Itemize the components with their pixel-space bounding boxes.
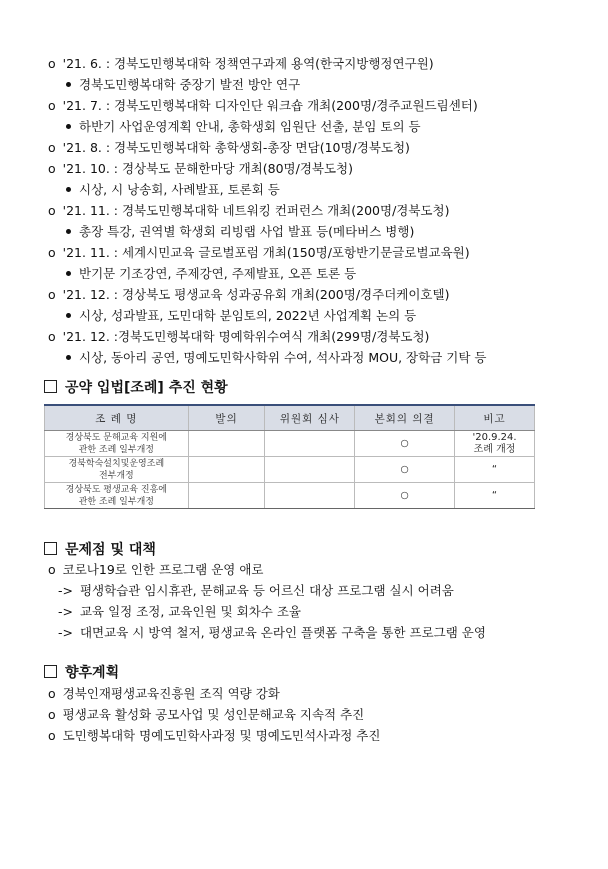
- event-detail: [66, 350, 486, 366]
- plenary-cell: ○: [355, 457, 455, 483]
- bullet-icon: [66, 187, 71, 192]
- list-marker: o: [48, 707, 56, 722]
- section-title: 향후계획: [65, 665, 120, 681]
- event-detail-text: 총장 특강, 권역별 학생회 리빙랩 사업 발표 등(메타버스 병행): [79, 224, 415, 239]
- ordinance-name-line: 전부개정: [98, 470, 134, 481]
- table-row: [45, 457, 535, 483]
- event-detail-text: 하반기 사업운영계획 안내, 총학생회 임원단 선출, 분임 토의 등: [79, 119, 421, 134]
- event-item: [48, 287, 449, 303]
- event-item: [48, 140, 410, 156]
- problem-item-text: 평생학습관 임시휴관, 문해교육 등 어르신 대상 프로그램 실시 어려움: [79, 583, 454, 598]
- event-text: '21. 8. : 경북도민행복대학 총학생회-총장 면담(10명/경북도청): [62, 140, 410, 155]
- problem-item: [58, 604, 301, 620]
- list-marker: o: [48, 161, 56, 176]
- checkbox-square-icon: [44, 380, 57, 393]
- event-text: '21. 10. : 경상북도 문해한마당 개최(80명/경북도청): [62, 161, 354, 176]
- bullet-icon: [66, 229, 71, 234]
- event-detail: [66, 224, 414, 240]
- plan-item: [48, 707, 364, 723]
- event-detail: [66, 182, 280, 198]
- section-title: 문제점 및 대책: [65, 542, 156, 558]
- note-cell: “: [455, 457, 535, 483]
- event-detail: [66, 308, 416, 324]
- list-marker: o: [48, 56, 56, 71]
- event-text: '21. 12. :경북도민행복대학 명예학위수여식 개최(299명/경북도청): [62, 329, 430, 344]
- bullet-icon: [66, 82, 71, 87]
- list-marker: o: [48, 140, 56, 155]
- proposal-cell: [188, 457, 265, 483]
- list-marker: o: [48, 562, 56, 577]
- plan-item-text: 평생교육 활성화 공모사업 및 성인문해교육 지속적 추진: [62, 707, 365, 722]
- list-marker: o: [48, 287, 56, 302]
- event-detail-text: 시상, 동아리 공연, 명예도민학사학위 수여, 석사과정 MOU, 장학금 기탁 등: [79, 350, 487, 365]
- committee-cell: [265, 431, 355, 457]
- bullet-icon: [66, 355, 71, 360]
- proposal-cell: [188, 483, 265, 509]
- note-cell: [455, 431, 535, 457]
- event-text: '21. 12. : 경상북도 평생교육 성과공유회 개최(200명/경주더케이호텔): [62, 287, 450, 302]
- list-marker: o: [48, 98, 56, 113]
- column-header: 본회의 의결: [355, 405, 455, 431]
- plan-item-text: 경북인재평생교육진흥원 조직 역량 강화: [62, 686, 280, 701]
- plenary-cell: ○: [355, 431, 455, 457]
- problem-main-text: 코로나19로 인한 프로그램 운영 애로: [62, 562, 264, 577]
- list-marker: o: [48, 686, 56, 701]
- bullet-icon: [66, 271, 71, 276]
- section-title: 공약 입법[조례] 추진 현황: [65, 380, 228, 396]
- problem-item-text: 교육 일정 조정, 교육인원 및 회차수 조율: [79, 604, 301, 619]
- list-marker: o: [48, 329, 56, 344]
- event-text: '21. 11. : 경북도민행복대학 네트워킹 컨퍼런스 개최(200명/경북도청): [62, 203, 450, 218]
- problem-item-text: 대면교육 시 방역 철저, 평생교육 온라인 플랫폼 구축을 통한 프로그램 운영: [79, 625, 486, 640]
- event-text: '21. 11. : 세계시민교육 글로벌포럼 개최(150명/포항반기문글로벌교육원): [62, 245, 470, 260]
- event-item: [48, 56, 434, 72]
- bullet-icon: [66, 124, 71, 129]
- ordinance-name-line: 경북학숙설치및운영조례: [68, 458, 165, 469]
- event-detail: [66, 77, 300, 93]
- event-detail-text: 반기문 기조강연, 주제강연, 주제발표, 오픈 토론 등: [79, 266, 357, 281]
- column-header: 비고: [455, 405, 535, 431]
- problem-item: [58, 625, 486, 641]
- note-line: '20.9.24.: [472, 431, 517, 443]
- event-detail: [66, 266, 356, 282]
- ordinance-table: [44, 404, 535, 509]
- arrow-marker: ->: [58, 625, 73, 640]
- checkbox-square-icon: [44, 665, 57, 678]
- bullet-icon: [66, 313, 71, 318]
- committee-cell: [265, 483, 355, 509]
- section-heading-plan: [44, 664, 119, 682]
- ordinance-name-line: 경상북도 문해교육 지원에: [65, 432, 167, 443]
- ordinance-name: [45, 457, 189, 483]
- section-heading-problems: [44, 541, 156, 559]
- ordinance-name: [45, 483, 189, 509]
- ordinance-name-line: 관한 조례 일부개정: [78, 496, 154, 507]
- arrow-marker: ->: [58, 583, 73, 598]
- event-item: [48, 203, 449, 219]
- plenary-cell: ○: [355, 483, 455, 509]
- list-marker: o: [48, 245, 56, 260]
- event-item: [48, 98, 478, 114]
- plan-item: [48, 728, 380, 744]
- note-line: 조례 개정: [473, 443, 516, 455]
- checkbox-square-icon: [44, 542, 57, 555]
- list-marker: o: [48, 728, 56, 743]
- committee-cell: [265, 457, 355, 483]
- event-text: '21. 7. : 경북도민행복대학 디자인단 워크숍 개최(200명/경주교원드림센터): [62, 98, 478, 113]
- event-item: [48, 329, 429, 345]
- event-detail-text: 경북도민행복대학 중장기 발전 방안 연구: [79, 77, 301, 92]
- ordinance-name: [45, 431, 189, 457]
- note-cell: “: [455, 483, 535, 509]
- problem-main: [48, 562, 264, 578]
- column-header: 발의: [188, 405, 265, 431]
- event-detail: [66, 119, 421, 135]
- section-heading-law: [44, 379, 228, 397]
- table-row: [45, 431, 535, 457]
- ordinance-name-line: 관한 조례 일부개정: [78, 444, 154, 455]
- proposal-cell: [188, 431, 265, 457]
- event-item: [48, 161, 353, 177]
- event-text: '21. 6. : 경북도민행복대학 정책연구과제 용역(한국지방행정연구원): [62, 56, 434, 71]
- event-detail-text: 시상, 시 낭송회, 사례발표, 토론회 등: [79, 182, 280, 197]
- event-detail-text: 시상, 성과발표, 도민대학 분임토의, 2022년 사업계획 논의 등: [79, 308, 417, 323]
- arrow-marker: ->: [58, 604, 73, 619]
- problem-item: [58, 583, 454, 599]
- plan-item: [48, 686, 280, 702]
- list-marker: o: [48, 203, 56, 218]
- plan-item-text: 도민행복대학 명예도민학사과정 및 명예도민석사과정 추진: [62, 728, 381, 743]
- table-header-row: [45, 405, 535, 431]
- event-item: [48, 245, 470, 261]
- table-row: [45, 483, 535, 509]
- column-header: 조 례 명: [45, 405, 189, 431]
- column-header: 위원회 심사: [265, 405, 355, 431]
- ordinance-name-line: 경상북도 평생교육 진흥에: [65, 484, 167, 495]
